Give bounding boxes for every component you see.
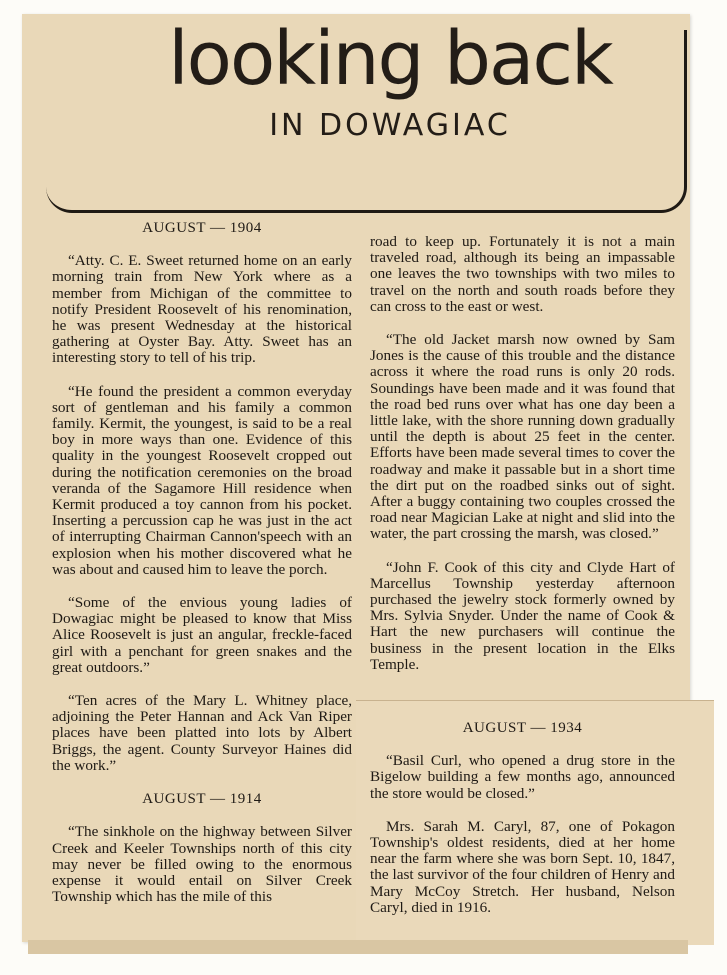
masthead-title: looking back	[168, 16, 612, 102]
masthead-subtitle: IN DOWAGIAC	[269, 108, 511, 143]
section-heading-1934: AUGUST — 1934	[462, 720, 583, 736]
article-paragraph: “Atty. C. E. Sweet returned home on an early morning train from New York where as a member from Michigan of the committee to notify President Roosevelt of his renomination, he was present Wednesday at the historical gathering at Oyster Bay. Atty. Sweet has an interesting story to tell of his trip.	[52, 252, 352, 367]
right-column-top	[370, 234, 675, 690]
section-heading-1904: AUGUST — 1904	[142, 220, 262, 236]
article-paragraph: “The old Jacket marsh now owned by Sam Jones is the cause of this trouble and the distance across it where the road runs is only 20 rods. Soundings have been made and it was found that the road bed runs over what has one day been a little lake, with the shore running down gradually until the depth is about 25 feet in the center. Efforts have been made several times to cover the roadway and make it passable but in a short time the dirt put on the roadbed sinks out of sight. After a buggy containing two couples crossed the road near Magician Lake at night and slid into the water, the part crossing the marsh, was closed.”	[370, 331, 675, 543]
right-column-bottom	[370, 720, 675, 933]
article-paragraph: Mrs. Sarah M. Caryl, 87, one of Pokagon Township's oldest residents, died at her home near the farm where she was born Sept. 10, 1847, the last survivor of the four children of Henry and Mary McCoy Stretch. Her husband, Nelson Caryl, died in 1916.	[370, 817, 675, 916]
article-paragraph: “Basil Curl, who opened a drug store in the Bigelow building a few months ago, announced the store would be closed.”	[370, 752, 675, 802]
masthead	[130, 16, 650, 143]
left-column	[52, 220, 352, 922]
article-paragraph: “The sinkhole on the highway between Silver Creek and Keeler Townships north of this city may never be filled owing to the enormous expense it would entail on Silver Creek Township which has the mile of this	[52, 823, 352, 906]
article-paragraph: “Ten acres of the Mary L. Whitney place, adjoining the Peter Hannan and Ack Van Riper places have been platted into lots by Albert Briggs, the agent. County Surveyor Haines did the work.”	[52, 692, 352, 774]
article-paragraph: “John F. Cook of this city and Clyde Hart of Marcellus Township yesterday afternoon purchased the jewelry stock formerly owned by Mrs. Sylvia Snyder. Under the name of Cook & Hart the new purchasers will continue the business in the present location in the Elks Temple.	[370, 558, 675, 673]
article-paragraph: “He found the president a common everyday sort of gentleman and his family a common family. Kermit, the youngest, is said to be a real boy in more ways than one. Evidence of this quality in the youngest Roosevelt cropped out during the notification ceremonies on the broad veranda of the Sagamore Hill residence when Kermit produced a toy cannon from his pocket. Inserting a percussion cap he was just in the act of interrupting Chairman Cannon'speech with an explosion when his mother discovered what he was about and caused him to leave the porch.	[52, 382, 352, 578]
article-paragraph-continued: road to keep up. Fortunately it is not a main traveled road, although its being an impassable one leaves the two townships with two miles to travel on the north and south roads before they can cross to the east or west.	[370, 233, 675, 315]
section-heading-1914: AUGUST — 1914	[142, 791, 262, 808]
article-paragraph: “Some of the envious young ladies of Dowagiac might be pleased to know that Miss Alice Roosevelt is just an angular, freckle-faced girl with a penchant for green snakes and the great outdoors.”	[52, 594, 352, 676]
clipping-bottom-strip	[28, 940, 688, 954]
